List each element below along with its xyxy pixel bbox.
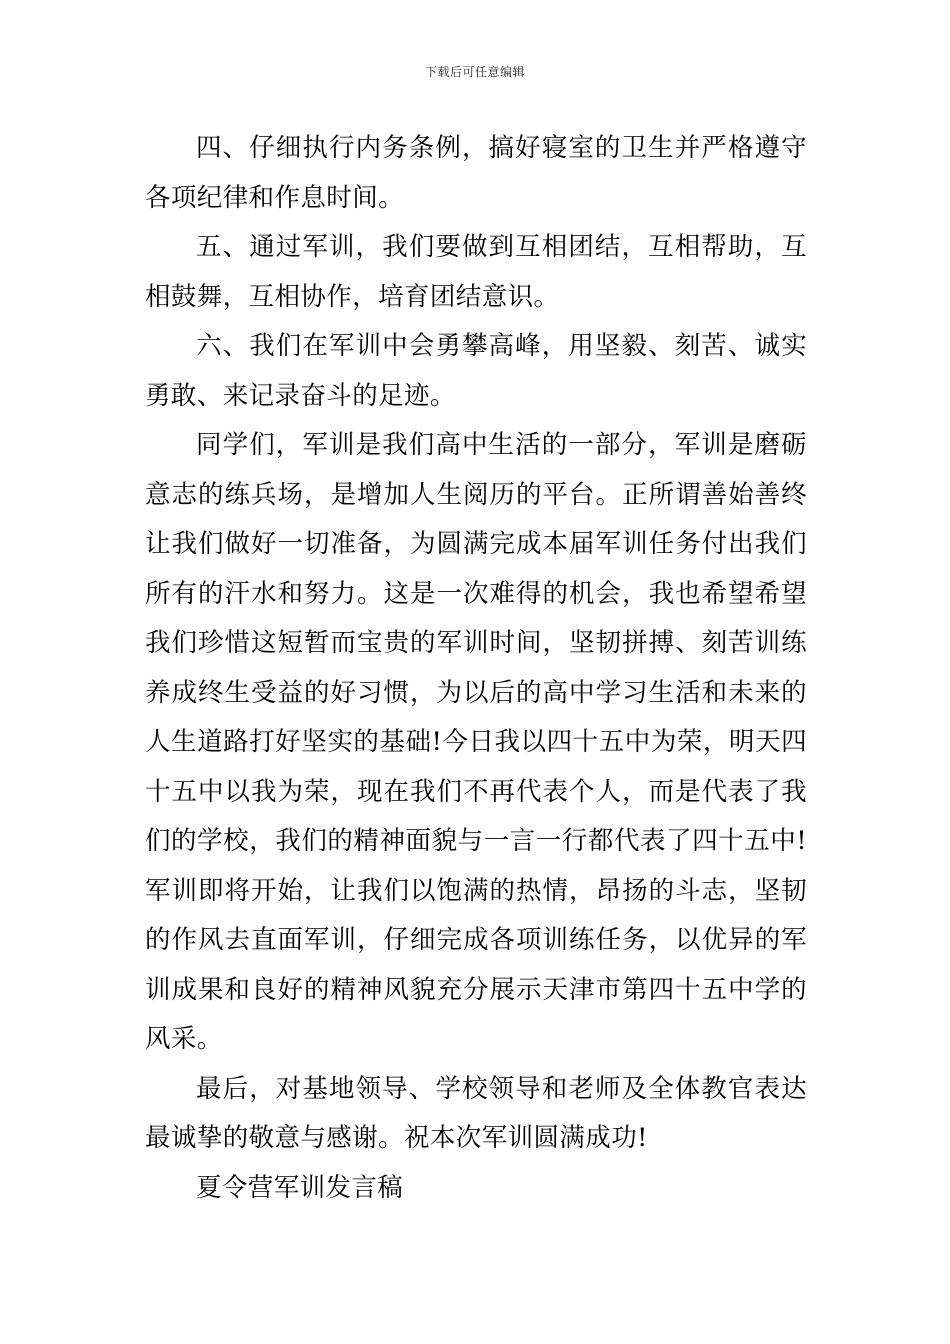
paragraph-rule-four: 四、仔细执行内务条例，搞好寝室的卫生并严格遵守各项纪律和作息时间。 [145,133,807,213]
document-body [145,124,807,1213]
section-title: 夏令营军训发言稿 [196,1172,404,1203]
paragraph-closing-thanks: 最后，对基地领导、学校领导和老师及全体教官表达最诚挚的敬意与感谢。祝本次军训圆满成功! [145,1073,807,1153]
paragraph-rule-five: 五、通过军训，我们要做到互相团结，互相帮助，互相鼓舞，互相协作，培育团结意识。 [145,232,807,312]
paragraph-address-students: 同学们，军训是我们高中生活的一部分，军训是磨砺意志的练兵场，是增加人生阅历的平台。正所谓善始善终让我们做好一切准备，为圆满完成本届军训任务付出我们所有的汗水和努力。这是一次难得的机会，我也希望希望我们珍惜这短暂而宝贵的军训时间，坚韧拼搏、刻苦训练养成终生受益的好习惯，为以后的高中学习生活和未来的人生道路打好坚实的基础!今日我以四十五中为荣，明天四十五中以我为荣，现在我们不再代表个人，而是代表了我们的学校，我们的精神面貌与一言一行都代表了四十五中!军训即将开始，让我们以饱满的热情，昂扬的斗志，坚韧的作风去直面军训，仔细完成各项训练任务，以优异的军训成果和良好的精神风貌充分展示天津市第四十五中学的风采。 [145,430,807,1054]
paragraph-rule-six: 六、我们在军训中会勇攀高峰，用坚毅、刻苦、诚实勇敢、来记录奋斗的足迹。 [145,331,807,411]
page-header: 下载后可任意编辑 [424,65,525,79]
